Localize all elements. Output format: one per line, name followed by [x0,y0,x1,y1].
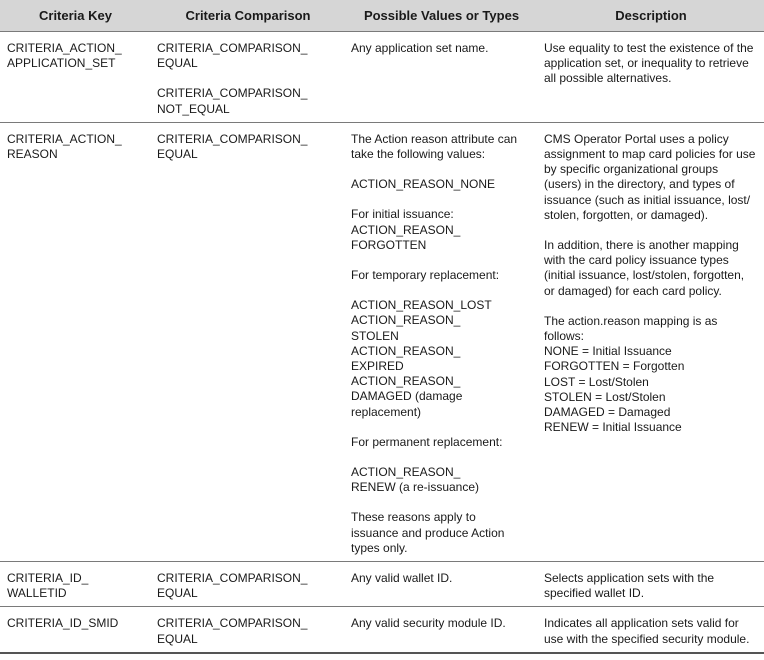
possible-values-cell [345,122,538,561]
possible-values-cell-paragraph [351,465,532,495]
possible-values-cell-line: take the following values: [351,147,486,162]
possible-values-cell-line: Any valid security module ID. [351,616,506,631]
description-cell-line: all possible alternatives. [544,71,672,86]
criteria-key-cell-paragraph [7,41,145,71]
criteria-comparison-cell-line: EQUAL [157,56,198,71]
possible-values-cell [345,607,538,653]
criteria-key-cell-line: CRITERIA_ID_SMID [7,616,119,631]
criteria-comparison-cell-line: CRITERIA_COMPARISON_ [157,616,308,631]
description-cell-line: Selects application sets with the [544,571,715,586]
criteria-key-cell [0,562,151,607]
description-cell-line: use with the specified security module. [544,631,750,646]
possible-values-cell-paragraph [351,571,532,586]
criteria-key-cell-paragraph [7,616,145,631]
possible-values-cell-line: ACTION_REASON_LOST [351,298,492,313]
possible-values-cell-line: types only. [351,540,408,555]
possible-values-cell-paragraph [351,132,532,162]
header-row [0,0,764,32]
description-cell-paragraph [544,314,758,436]
criteria-comparison-cell-line: CRITERIA_COMPARISON_ [157,86,308,101]
description-cell [538,562,764,607]
possible-values-cell-line: ACTION_REASON_ [351,374,461,389]
possible-values-cell-line: Any application set name. [351,41,489,55]
criteria-comparison-cell-paragraph [157,41,339,71]
table-row [0,122,764,561]
description-cell-line: with the card policy issuance types [544,253,729,268]
criteria-comparison-cell [151,607,345,653]
possible-values-cell-line: RENEW (a re-issuance) [351,480,480,495]
header-criteria-comparison: Criteria Comparison [151,0,345,32]
criteria-comparison-cell-line: CRITERIA_COMPARISON_ [157,131,308,146]
possible-values-cell-line: For permanent replacement: [351,434,503,449]
possible-values-cell-line: FORGOTTEN [351,237,427,252]
description-cell-paragraph [544,238,758,299]
criteria-key-cell-paragraph [7,132,145,162]
description-cell-line: application set, or inequality to retrieve [544,56,749,71]
possible-values-cell-line: issuance and produce Action [351,525,505,540]
description-cell-line: CMS Operator Portal uses a policy [544,131,729,146]
criteria-comparison-cell-line: CRITERIA_COMPARISON_ [157,571,308,586]
criteria-comparison-cell-paragraph [157,571,339,601]
possible-values-cell-line: ACTION_REASON_ [351,343,461,358]
criteria-key-cell-line: CRITERIA_ACTION_ [7,131,122,146]
description-cell-paragraph [544,571,758,601]
possible-values-cell-line: ACTION_REASON_ [351,313,461,328]
possible-values-cell-line: replacement) [351,404,422,419]
description-cell-line: NONE = Initial Issuance [544,344,672,359]
criteria-key-cell-line: REASON [7,147,58,162]
criteria-key-cell [0,607,151,653]
criteria-comparison-cell-paragraph [157,616,339,646]
possible-values-cell-line: The Action reason attribute can [351,131,518,146]
possible-values-cell-line: EXPIRED [351,359,404,374]
criteria-comparison-cell [151,562,345,607]
criteria-key-cell-line: CRITERIA_ID_ [7,571,89,586]
criteria-key-cell-paragraph [7,571,145,601]
criteria-key-cell [0,32,151,123]
description-cell-line: follows: [544,329,585,344]
table-row [0,32,764,123]
possible-values-cell-line: For temporary replacement: [351,268,500,283]
description-cell-line: The action.reason mapping is as [544,313,718,328]
header-possible-values: Possible Values or Types [345,0,538,32]
possible-values-cell-line: STOLEN [351,328,399,343]
possible-values-cell-paragraph [351,298,532,420]
criteria-key-cell-line: APPLICATION_SET [7,56,116,71]
description-cell-paragraph [544,41,758,87]
description-cell-line: by specific organizational groups [544,162,719,177]
criteria-key-cell-line: CRITERIA_ACTION_ [7,41,122,55]
description-cell-line: (users) in the directory, and types of [544,177,735,192]
description-cell-line: DAMAGED = Damaged [544,405,671,420]
header-description: Description [538,0,764,32]
table-header [0,0,764,32]
description-cell-line: stolen, forgotten, or damaged). [544,207,709,222]
possible-values-cell-paragraph [351,510,532,556]
table-row [0,607,764,653]
criteria-comparison-cell-line: EQUAL [157,631,198,646]
possible-values-cell-paragraph [351,177,532,192]
description-cell-line: or damaged) for each card policy. [544,283,722,298]
description-cell-line: In addition, there is another mapping [544,238,739,253]
table-body [0,32,764,653]
criteria-key-cell [0,122,151,561]
criteria-comparison-cell-paragraph [157,86,339,116]
description-cell-paragraph [544,616,758,646]
description-cell-line: STOLEN = Lost/Stolen [544,389,666,404]
possible-values-cell-line: ACTION_REASON_NONE [351,177,496,192]
description-cell-line: (initial issuance, lost/stolen, forgotten, [544,268,745,283]
description-cell-line: assignment to map card policies for use [544,147,756,162]
description-cell-line: issuance (such as initial issuance, lost/ [544,192,751,207]
table-row [0,562,764,607]
possible-values-cell-line: ACTION_REASON_ [351,465,461,480]
description-cell-line: Indicates all application sets valid for [544,616,739,631]
possible-values-cell-line: ACTION_REASON_ [351,222,461,237]
criteria-comparison-cell-paragraph [157,132,339,162]
criteria-comparison-cell-line: CRITERIA_COMPARISON_ [157,41,308,55]
criteria-comparison-cell-line: NOT_EQUAL [157,101,230,116]
description-cell-line: specified wallet ID. [544,586,645,601]
description-cell [538,607,764,653]
description-cell [538,122,764,561]
criteria-key-cell-line: WALLETID [7,586,67,601]
possible-values-cell-paragraph [351,616,532,631]
criteria-comparison-cell-line: EQUAL [157,147,198,162]
description-cell-line: RENEW = Initial Issuance [544,420,682,435]
criteria-comparison-cell [151,122,345,561]
description-cell [538,32,764,123]
header-criteria-key: Criteria Key [0,0,151,32]
possible-values-cell-line: Any valid wallet ID. [351,571,453,586]
description-cell-line: LOST = Lost/Stolen [544,374,649,389]
possible-values-cell-paragraph [351,268,532,283]
description-cell-line: FORGOTTEN = Forgotten [544,359,685,374]
criteria-comparison-cell [151,32,345,123]
description-cell-paragraph [544,132,758,223]
possible-values-cell-line: These reasons apply to [351,510,476,525]
possible-values-cell-line: For initial issuance: [351,207,454,222]
possible-values-cell-line: DAMAGED (damage [351,389,463,404]
possible-values-cell [345,562,538,607]
possible-values-cell-paragraph [351,41,532,56]
description-cell-line: Use equality to test the existence of the [544,41,754,55]
possible-values-cell [345,32,538,123]
possible-values-cell-paragraph [351,435,532,450]
possible-values-cell-paragraph [351,207,532,253]
criteria-comparison-cell-line: EQUAL [157,586,198,601]
